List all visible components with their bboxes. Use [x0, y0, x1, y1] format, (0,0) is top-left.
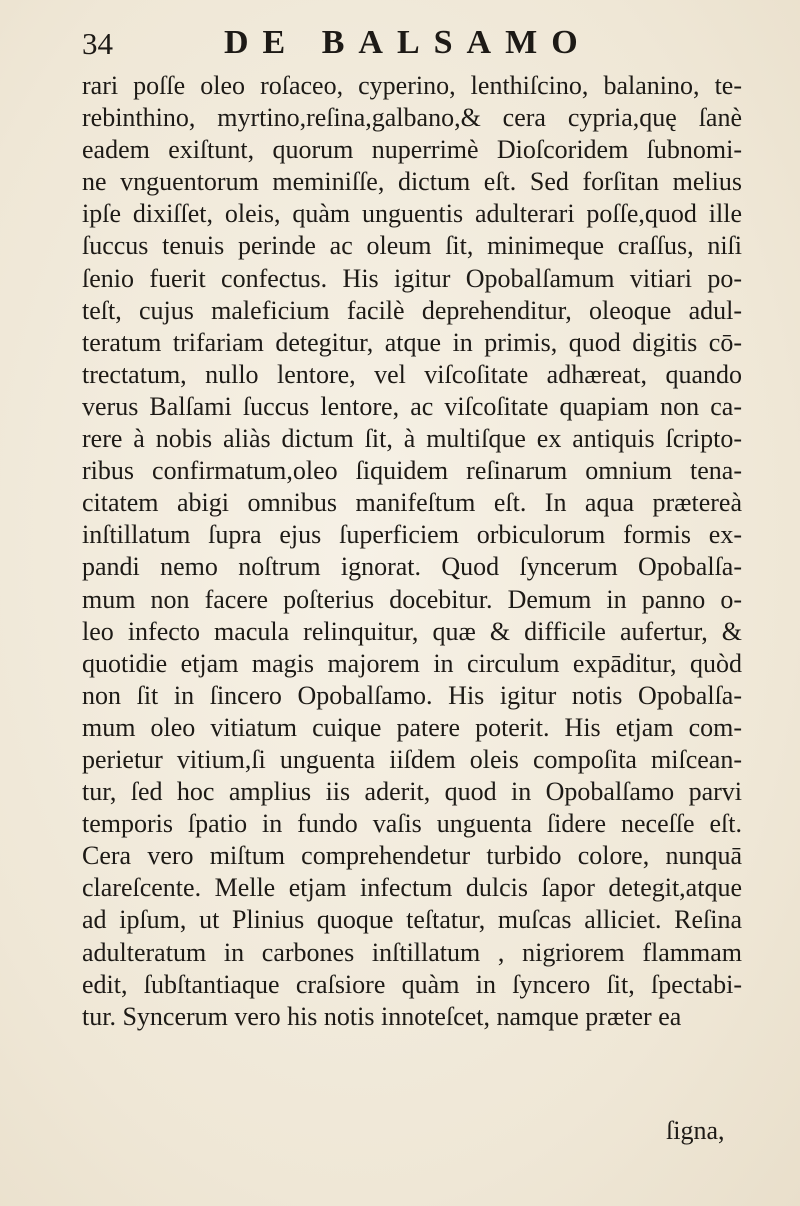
text-line: quotidie etjam magis majorem in circulum expāditur, quòd: [82, 648, 742, 678]
text-line: teſt, cujus maleficium facilè deprehenditur, oleoque adul-: [82, 295, 742, 325]
text-line: clareſcente. Melle etjam infectum dulcis ſapor detegit,atque: [82, 873, 742, 903]
running-head: DE BALSAMO: [224, 24, 592, 61]
page-number: 34: [82, 26, 113, 61]
text-line: temporis ſpatio in fundo vaſis unguenta ſidere neceſſe eſt.: [82, 809, 742, 839]
text-line: ribus confirmatum,oleo ſiquidem reſinarum omnium tena-: [82, 456, 742, 486]
text-line: ne vnguentorum meminiſſe, dictum eſt. Sed forſitan melius: [82, 167, 742, 197]
text-line: mum non facere poſterius docebitur. Demum in panno o-: [82, 584, 742, 614]
text-line: adulteratum in carbones inſtillatum , nigriorem flammam: [82, 937, 742, 967]
text-line: ad ipſum, ut Plinius quoque teſtatur, muſcas alliciet. Reſina: [82, 905, 742, 935]
text-line: teratum trifariam detegitur, atque in primis, quod digitis cō-: [82, 327, 742, 357]
text-line: rere à nobis aliàs dictum ſit, à multiſque ex antiquis ſcripto-: [82, 424, 742, 454]
text-line: perietur vitium,ſi unguenta iiſdem oleis compoſita miſcean-: [82, 744, 742, 774]
text-line: citatem abigi omnibus manifeſtum eſt. In aqua prætereà: [82, 488, 742, 518]
text-line: verus Balſami ſuccus lentore, ac viſcoſitate quapiam non ca-: [82, 391, 742, 421]
catchword: ſigna,: [666, 1116, 725, 1145]
text-line: tur, ſed hoc amplius iis aderit, quod in Opobalſamo parvi: [82, 777, 742, 807]
text-line: leo infecto macula relinquitur, quæ & difficile aufertur, &: [82, 616, 742, 646]
text-line: Cera vero miſtum comprehendetur turbido colore, nunquā: [82, 841, 742, 871]
body-text: [82, 70, 742, 1033]
text-line: rebinthino, myrtino,reſina,galbano,& cera cypria,quę ſanè: [82, 103, 742, 133]
text-line: non ſit in ſincero Opobalſamo. His igitur notis Opobalſa-: [82, 680, 742, 710]
text-line: ſuccus tenuis perinde ac oleum ſit, minimeque craſſus, niſi: [82, 231, 742, 261]
text-line: ſenio fuerit confectus. His igitur Opobalſamum vitiari po-: [82, 263, 742, 293]
page-header: [82, 22, 742, 66]
text-line: pandi nemo noſtrum ignorat. Quod ſyncerum Opobalſa-: [82, 552, 742, 582]
text-line: edit, ſubſtantiaque craſsiore quàm in ſyncero ſit, ſpectabi-: [82, 969, 742, 999]
text-line: tur. Syncerum vero his notis innoteſcet, namque præter ea: [82, 1001, 682, 1031]
text-line: inſtillatum ſupra ejus ſuperficiem orbiculorum formis ex-: [82, 520, 742, 550]
text-line: trectatum, nullo lentore, vel viſcoſitate adhæreat, quando: [82, 359, 742, 389]
text-line: mum oleo vitiatum cuique patere poterit. His etjam com-: [82, 712, 742, 742]
text-line: ipſe dixiſſet, oleis, quàm unguentis adulterari poſſe,quod ille: [82, 199, 742, 229]
text-line: eadem exiſtunt, quorum nuperrimè Dioſcoridem ſubnomi-: [82, 135, 742, 165]
text-line: rari poſſe oleo roſaceo, cyperino, lenthiſcino, balanino, te-: [82, 71, 742, 100]
